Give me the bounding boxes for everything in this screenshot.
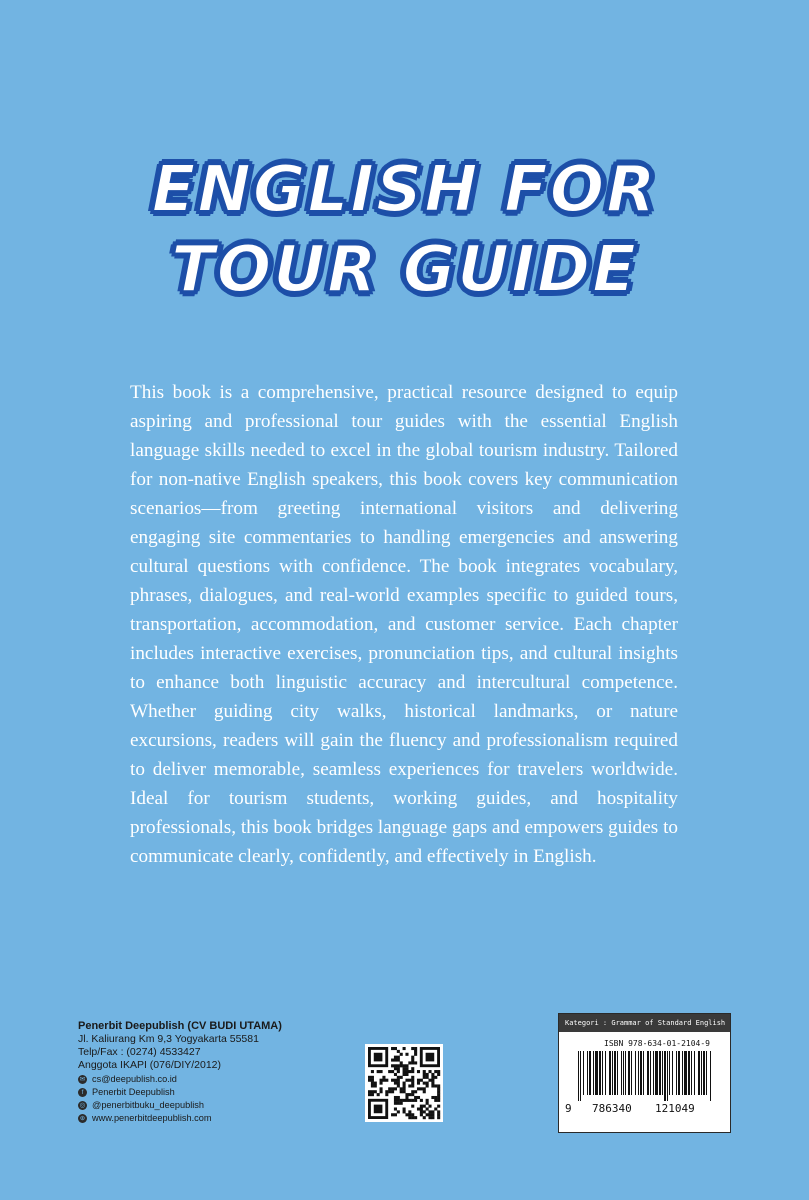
barcode-bar — [698, 1051, 700, 1095]
qr-module — [431, 1082, 434, 1085]
qr-module — [397, 1056, 400, 1059]
qr-module — [400, 1061, 403, 1064]
qr-module — [437, 1105, 440, 1108]
barcode-bar — [650, 1051, 651, 1095]
qr-module — [371, 1079, 374, 1082]
barcode-bars — [578, 1051, 714, 1101]
qr-module — [411, 1067, 414, 1070]
qr-module — [434, 1096, 437, 1099]
barcode-bar — [623, 1051, 624, 1095]
contact-list — [78, 1073, 282, 1125]
qr-module — [400, 1099, 403, 1102]
instagram-icon: ◎ — [79, 1102, 86, 1109]
qr-module — [394, 1047, 397, 1050]
qr-module — [408, 1061, 411, 1064]
contact-web-text: www.penerbitdeepublish.com — [92, 1113, 212, 1123]
qr-module — [403, 1073, 406, 1076]
qr-module — [374, 1084, 377, 1087]
qr-module — [391, 1047, 394, 1050]
qr-module — [403, 1070, 406, 1073]
barcode-bar — [617, 1051, 618, 1095]
qr-module — [403, 1107, 406, 1110]
qr-module — [394, 1102, 397, 1105]
barcode-bar — [691, 1051, 692, 1095]
qr-module — [371, 1084, 374, 1087]
qr-module — [400, 1053, 403, 1056]
qr-module — [411, 1113, 414, 1116]
contact-email-text: cs@deepublish.co.id — [92, 1074, 177, 1084]
qr-module — [414, 1090, 417, 1093]
qr-module — [417, 1070, 420, 1073]
barcode-bar — [609, 1051, 611, 1095]
qr-module — [405, 1096, 408, 1099]
qr-module — [374, 1090, 377, 1093]
barcode-bar — [678, 1051, 680, 1095]
qr-module — [391, 1059, 394, 1062]
qr-module — [423, 1082, 426, 1085]
qr-module — [428, 1116, 431, 1119]
qr-module — [437, 1073, 440, 1076]
qr-module — [434, 1076, 437, 1079]
qr-module — [411, 1056, 414, 1059]
qr-module — [434, 1099, 437, 1102]
qr-module — [371, 1093, 374, 1096]
qr-module — [428, 1070, 431, 1073]
qr-module — [411, 1079, 414, 1082]
qr-module — [423, 1090, 426, 1093]
qr-module — [437, 1113, 440, 1116]
qr-module — [382, 1079, 385, 1082]
isbn-barcode-block — [558, 1013, 731, 1133]
qr-module — [408, 1099, 411, 1102]
qr-module — [411, 1047, 414, 1050]
qr-module — [403, 1090, 406, 1093]
barcode-bar — [653, 1051, 654, 1095]
qr-module — [397, 1082, 400, 1085]
qr-module — [397, 1070, 400, 1073]
qr-module — [397, 1079, 400, 1082]
qr-module — [411, 1116, 414, 1119]
qr-module — [423, 1076, 426, 1079]
qr-module — [397, 1099, 400, 1102]
qr-module — [408, 1116, 411, 1119]
barcode-bar — [580, 1051, 581, 1101]
qr-module — [380, 1090, 383, 1093]
qr-finder — [374, 1105, 383, 1114]
qr-module — [431, 1096, 434, 1099]
qr-finder — [374, 1053, 383, 1062]
barcode-bar — [710, 1051, 711, 1101]
qr-module — [431, 1073, 434, 1076]
qr-module — [437, 1116, 440, 1119]
qr-module — [394, 1087, 397, 1090]
qr-module — [397, 1084, 400, 1087]
qr-module — [397, 1076, 400, 1079]
qr-module — [368, 1076, 371, 1079]
qr-module — [400, 1076, 403, 1079]
qr-module — [408, 1084, 411, 1087]
qr-module — [417, 1096, 420, 1099]
qr-module — [400, 1087, 403, 1090]
barcode-bar — [694, 1051, 695, 1095]
barcode-bar — [599, 1051, 601, 1095]
qr-module — [391, 1113, 394, 1116]
qr-module — [394, 1064, 397, 1067]
contact-instagram — [78, 1099, 282, 1112]
category-label: Kategori : Grammar of Standard English — [559, 1014, 730, 1032]
qr-module — [397, 1064, 400, 1067]
qr-module — [397, 1050, 400, 1053]
qr-module — [428, 1105, 431, 1108]
qr-module — [420, 1079, 423, 1082]
qr-module — [411, 1093, 414, 1096]
qr-module — [403, 1064, 406, 1067]
barcode-bar — [638, 1051, 639, 1095]
barcode-bar — [612, 1051, 613, 1095]
qr-module — [414, 1050, 417, 1053]
qr-module — [414, 1099, 417, 1102]
qr-module — [426, 1076, 429, 1079]
qr-module — [426, 1073, 429, 1076]
qr-module — [426, 1082, 429, 1085]
qr-module — [414, 1061, 417, 1064]
qr-module — [423, 1070, 426, 1073]
barcode-bar — [659, 1051, 661, 1095]
barcode-bar — [587, 1051, 588, 1095]
qr-module — [371, 1082, 374, 1085]
qr-module — [394, 1099, 397, 1102]
qr-module — [428, 1110, 431, 1113]
qr-module — [411, 1084, 414, 1087]
qr-module — [423, 1110, 426, 1113]
publisher-name: Penerbit Deepublish (CV BUDI UTAMA) — [78, 1020, 282, 1032]
qr-module — [437, 1096, 440, 1099]
barcode-bar — [605, 1051, 606, 1095]
barcode-digits — [559, 1102, 730, 1116]
qr-module — [437, 1070, 440, 1073]
qr-module — [403, 1087, 406, 1090]
email-icon: ✉ — [79, 1076, 86, 1083]
qr-module — [434, 1084, 437, 1087]
qr-module — [423, 1073, 426, 1076]
barcode-bar — [643, 1051, 644, 1095]
barcode-bar — [667, 1051, 668, 1101]
qr-module — [411, 1076, 414, 1079]
qr-module — [385, 1079, 388, 1082]
barcode-bar — [593, 1051, 594, 1095]
qr-module — [368, 1090, 371, 1093]
qr-module — [394, 1107, 397, 1110]
qr-module — [426, 1102, 429, 1105]
qr-module — [394, 1056, 397, 1059]
qr-module — [385, 1090, 388, 1093]
book-title — [0, 150, 809, 310]
qr-module — [388, 1087, 391, 1090]
barcode-bar — [664, 1051, 666, 1101]
qr-module — [431, 1076, 434, 1079]
qr-module — [417, 1079, 420, 1082]
qr-module — [380, 1087, 383, 1090]
qr-module — [391, 1087, 394, 1090]
qr-module — [414, 1047, 417, 1050]
qr-module — [382, 1076, 385, 1079]
qr-module — [428, 1113, 431, 1116]
qr-module — [431, 1110, 434, 1113]
qr-module — [411, 1070, 414, 1073]
qr-module — [411, 1082, 414, 1085]
qr-module — [426, 1099, 429, 1102]
barcode-bar — [706, 1051, 707, 1095]
qr-module — [391, 1090, 394, 1093]
qr-module — [426, 1113, 429, 1116]
qr-module — [420, 1105, 423, 1108]
barcode-bar — [583, 1051, 584, 1095]
barcode-bar — [688, 1051, 690, 1095]
qr-module — [368, 1093, 371, 1096]
barcode-bar — [614, 1051, 616, 1095]
barcode-bar — [672, 1051, 673, 1095]
qr-module — [380, 1079, 383, 1082]
qr-module — [408, 1070, 411, 1073]
barcode-bar — [676, 1051, 677, 1095]
qr-module — [397, 1059, 400, 1062]
qr-module — [405, 1073, 408, 1076]
barcode-bar — [631, 1051, 632, 1095]
qr-module — [391, 1070, 394, 1073]
qr-module — [397, 1110, 400, 1113]
publisher-ikapi: Anggota IKAPI (076/DIY/2012) — [78, 1059, 222, 1071]
qr-code-graphic — [365, 1044, 443, 1122]
qr-module — [408, 1113, 411, 1116]
publisher-address: Jl. Kaliurang Km 9,3 Yogyakarta 55581 — [78, 1033, 259, 1045]
qr-module — [377, 1093, 380, 1096]
qr-module — [417, 1107, 420, 1110]
qr-module — [420, 1087, 423, 1090]
publisher-telp: Telp/Fax : (0274) 4533427 — [78, 1046, 201, 1058]
barcode-bar — [589, 1051, 591, 1095]
qr-module — [394, 1113, 397, 1116]
qr-module — [400, 1102, 403, 1105]
qr-module — [371, 1070, 374, 1073]
qr-module — [405, 1067, 408, 1070]
qr-module — [394, 1079, 397, 1082]
qr-module — [403, 1110, 406, 1113]
qr-module — [371, 1090, 374, 1093]
qr-module — [423, 1087, 426, 1090]
isbn-text: ISBN 978-634-01-2104-9 — [604, 1039, 710, 1048]
contact-instagram-text: @penerbitbuku_deepublish — [92, 1100, 205, 1110]
barcode-bar — [662, 1051, 663, 1095]
qr-module — [394, 1059, 397, 1062]
qr-module — [394, 1067, 397, 1070]
qr-module — [388, 1090, 391, 1093]
barcode-bar — [625, 1051, 626, 1095]
barcode-bar — [578, 1051, 579, 1101]
qr-module — [411, 1090, 414, 1093]
qr-module — [405, 1099, 408, 1102]
contact-email — [78, 1073, 282, 1086]
qr-module — [437, 1093, 440, 1096]
qr-module — [377, 1070, 380, 1073]
barcode-bar — [602, 1051, 603, 1095]
barcode-bar — [682, 1051, 683, 1095]
qr-module — [397, 1096, 400, 1099]
barcode-bar — [635, 1051, 636, 1095]
qr-module — [426, 1107, 429, 1110]
qr-module — [411, 1061, 414, 1064]
qr-module — [420, 1107, 423, 1110]
qr-module — [420, 1113, 423, 1116]
qr-module — [403, 1084, 406, 1087]
qr-module — [437, 1084, 440, 1087]
qr-module — [437, 1099, 440, 1102]
qr-module — [414, 1053, 417, 1056]
qr-module — [431, 1113, 434, 1116]
qr-module — [411, 1105, 414, 1108]
qr-module — [405, 1070, 408, 1073]
qr-module — [403, 1082, 406, 1085]
qr-module — [403, 1047, 406, 1050]
title-line-1: ENGLISH FOR — [151, 153, 658, 227]
qr-module — [385, 1093, 388, 1096]
qr-finder — [426, 1053, 435, 1062]
qr-module — [411, 1099, 414, 1102]
qr-module — [380, 1070, 383, 1073]
qr-module — [423, 1116, 426, 1119]
qr-module — [417, 1082, 420, 1085]
qr-module — [434, 1107, 437, 1110]
qr-module — [403, 1099, 406, 1102]
qr-module — [411, 1059, 414, 1062]
qr-module — [420, 1099, 423, 1102]
qr-module — [394, 1073, 397, 1076]
book-description: This book is a comprehensive, practical resource designed to equip aspiring and professional tour guides with the essential English language skills needed to excel in the global tourism industry. Tailored for non-native English speakers, this book covers key communication scenarios—from greeting international visitors and delivering engaging site commentaries to handling emergencies and answering cultural questions with confidence. The book integrates vocabulary, phrases, dialogues, and real-world examples specific to guided tours, transportation, accommodation, and customer service. Each chapter includes interactive exercises, pronunciation tips, and cultural insights to enhance both linguistic accuracy and intercultural competence. Whether guiding city walks, historical landmarks, or nature excursions, readers will gain the fluency and professionalism required to deliver memorable, seamless experiences for travelers worldwide. Ideal for tourism students, working guides, and hospitality professionals, this book bridges language gaps and empowers guides to communicate clearly, confidently, and effectively in English. — [130, 382, 678, 867]
web-icon: ⊕ — [79, 1115, 86, 1122]
barcode-bar — [640, 1051, 642, 1095]
barcode-bar — [701, 1051, 702, 1095]
qr-module — [397, 1067, 400, 1070]
qr-module — [414, 1116, 417, 1119]
barcode-bar — [703, 1051, 705, 1095]
barcode-bar — [621, 1051, 622, 1095]
qr-module — [388, 1070, 391, 1073]
qr-module — [420, 1110, 423, 1113]
publisher-info — [78, 1020, 282, 1125]
contact-web — [78, 1112, 282, 1125]
qr-module — [423, 1105, 426, 1108]
qr-module — [408, 1093, 411, 1096]
qr-module — [400, 1090, 403, 1093]
qr-module — [371, 1076, 374, 1079]
qr-module — [394, 1096, 397, 1099]
facebook-icon: f — [78, 1088, 87, 1097]
qr-module — [403, 1067, 406, 1070]
qr-module — [405, 1093, 408, 1096]
qr-module — [405, 1064, 408, 1067]
contact-facebook-text: Penerbit Deepublish — [92, 1087, 175, 1097]
barcode-bar — [669, 1051, 670, 1095]
barcode-digits-left: 786340 — [592, 1102, 632, 1115]
qr-module — [397, 1102, 400, 1105]
barcode-bar — [647, 1051, 649, 1095]
title-line-2: TOUR GUIDE — [171, 233, 638, 307]
qr-module — [400, 1064, 403, 1067]
qr-module — [368, 1079, 371, 1082]
qr-code — [365, 1044, 443, 1122]
qr-module — [417, 1087, 420, 1090]
barcode-digit-first: 9 — [565, 1102, 572, 1115]
qr-module — [408, 1079, 411, 1082]
barcode-bar — [595, 1051, 598, 1095]
barcode-bar — [655, 1051, 658, 1095]
qr-module — [428, 1079, 431, 1082]
qr-module — [431, 1079, 434, 1082]
qr-module — [374, 1082, 377, 1085]
qr-module — [437, 1090, 440, 1093]
qr-module — [431, 1116, 434, 1119]
qr-module — [408, 1110, 411, 1113]
qr-module — [414, 1096, 417, 1099]
qr-module — [391, 1064, 394, 1067]
barcode-digits-right: 121049 — [655, 1102, 695, 1115]
qr-module — [394, 1082, 397, 1085]
qr-module — [437, 1087, 440, 1090]
qr-module — [405, 1113, 408, 1116]
qr-module — [380, 1082, 383, 1085]
qr-module — [426, 1084, 429, 1087]
barcode-bar — [628, 1051, 630, 1095]
qr-module — [405, 1079, 408, 1082]
qr-module — [434, 1070, 437, 1073]
qr-module — [431, 1084, 434, 1087]
qr-module — [391, 1079, 394, 1082]
contact-facebook — [78, 1086, 282, 1099]
qr-module — [437, 1110, 440, 1113]
barcode-bar — [684, 1051, 687, 1095]
qr-module — [405, 1053, 408, 1056]
